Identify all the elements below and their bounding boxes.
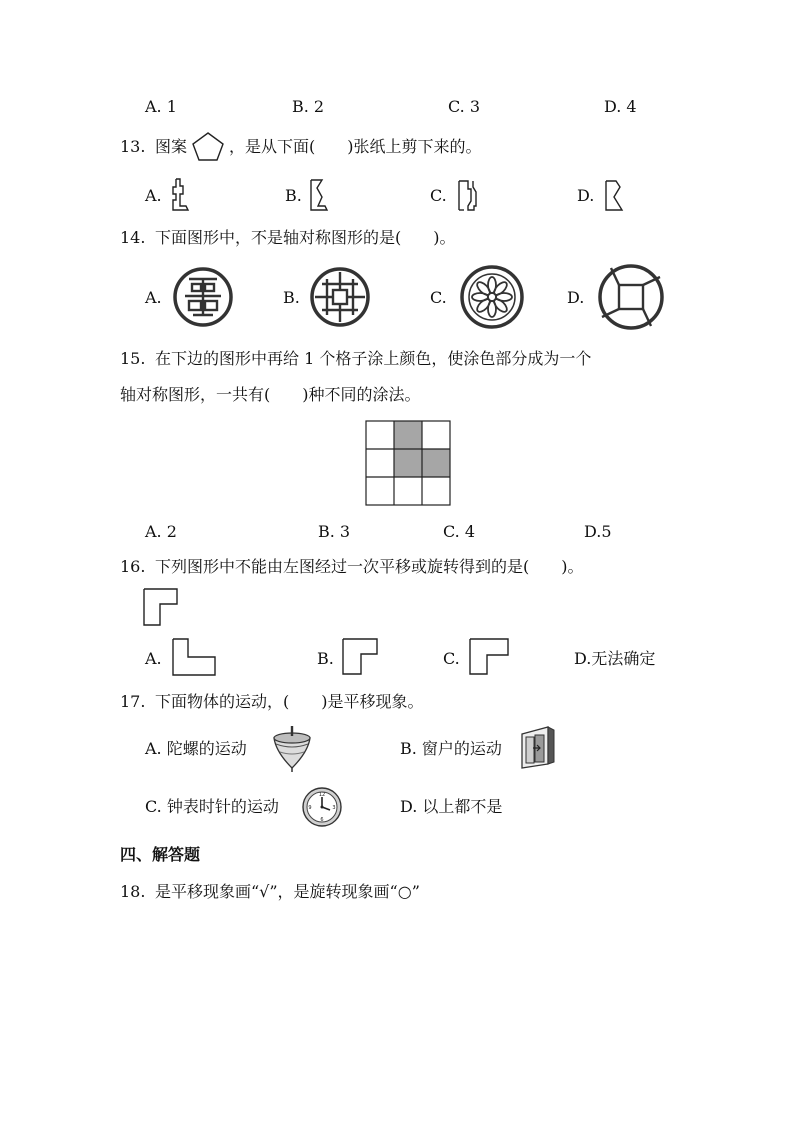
q13-number: 13. — [120, 137, 146, 156]
q12-option-b[interactable]: B. 2 — [292, 97, 325, 116]
paper-shape-b-icon — [308, 178, 332, 216]
q16-option-c[interactable]: C. — [443, 649, 460, 668]
sliding-window-icon — [518, 724, 558, 770]
q17-text: 下面物体的运动，( )是平移现象。 — [155, 692, 424, 711]
q12-option-d[interactable]: D. 4 — [604, 97, 637, 116]
svg-text:12: 12 — [318, 792, 326, 798]
q15-line1: 在下边的图形中再给 1 个格子涂上颜色，使涂色部分成为一个 — [155, 349, 592, 368]
q17-option-c[interactable]: C. 钟表时针的运动 — [145, 797, 279, 816]
wall-clock-icon — [301, 786, 345, 830]
l-shape-c-icon — [469, 638, 511, 678]
q16-text: 下列图形中不能由左图经过一次平移或旋转得到的是( )。 — [155, 557, 584, 576]
q15-option-d[interactable]: D.5 — [584, 522, 612, 541]
flower-rosette-icon — [459, 264, 525, 330]
svg-text:6: 6 — [320, 817, 324, 823]
grid-cell-shaded-2 — [394, 449, 422, 477]
q13-option-a[interactable]: A. — [145, 186, 162, 205]
double-happiness-rosette-icon — [172, 266, 234, 328]
q15-line2: 轴对称图形，一共有( )种不同的涂法。 — [120, 385, 421, 404]
q14-option-d[interactable]: D. — [567, 288, 585, 307]
q12-option-c[interactable]: C. 3 — [448, 97, 481, 116]
pentagon-icon — [191, 131, 225, 163]
q14-option-b[interactable]: B. — [283, 288, 300, 307]
q17-option-b[interactable]: B. 窗户的运动 — [400, 739, 502, 758]
q12-option-a[interactable]: A. 1 — [145, 97, 177, 116]
q18-text: 是平移现象画“√”，是旋转现象画“○” — [155, 882, 420, 901]
q13-option-d[interactable]: D. — [577, 186, 595, 205]
q14-number: 14. — [120, 228, 146, 247]
q16-number: 16. — [120, 557, 146, 576]
q14-option-c[interactable]: C. — [430, 288, 447, 307]
svg-text:9: 9 — [308, 805, 312, 811]
q16-option-b[interactable]: B. — [317, 649, 334, 668]
q15-option-a[interactable]: A. 2 — [145, 522, 177, 541]
paper-shape-d-icon — [602, 178, 628, 216]
q15-number: 15. — [120, 349, 146, 368]
q15-option-c[interactable]: C. 4 — [443, 522, 476, 541]
section-title: 四、解答题 — [120, 845, 201, 864]
q13-option-b[interactable]: B. — [285, 186, 302, 205]
q15-option-b[interactable]: B. 3 — [318, 522, 351, 541]
q14-text: 下面图形中，不是轴对称图形的是( )。 — [155, 228, 456, 247]
grid-cell-shaded-3 — [422, 449, 450, 477]
paper-shape-a-icon — [169, 178, 193, 216]
grid-cell-shaded-1 — [394, 421, 422, 449]
l-shape-b-icon — [342, 638, 380, 678]
reference-l-shape-icon — [143, 588, 179, 628]
pinwheel-rosette-icon — [597, 263, 665, 331]
svg-text:3: 3 — [332, 805, 336, 811]
q13-suffix: ，是从下面( )张纸上剪下来的。 — [229, 137, 482, 156]
q17-option-a[interactable]: A. 陀螺的运动 — [145, 739, 247, 758]
spinning-top-icon — [268, 724, 314, 774]
l-shape-a-icon — [172, 638, 218, 678]
q17-number: 17. — [120, 692, 146, 711]
q16-option-a[interactable]: A. — [145, 649, 162, 668]
q18-number: 18. — [120, 882, 146, 901]
paper-shape-c-icon — [456, 178, 480, 216]
q13-prefix: 图案 — [155, 137, 188, 156]
q17-option-d[interactable]: D. 以上都不是 — [400, 797, 503, 816]
lattice-rosette-icon — [309, 266, 371, 328]
q14-option-a[interactable]: A. — [145, 288, 162, 307]
q13-option-c[interactable]: C. — [430, 186, 447, 205]
q16-option-d[interactable]: D.无法确定 — [574, 649, 656, 668]
coloring-grid — [366, 421, 452, 507]
